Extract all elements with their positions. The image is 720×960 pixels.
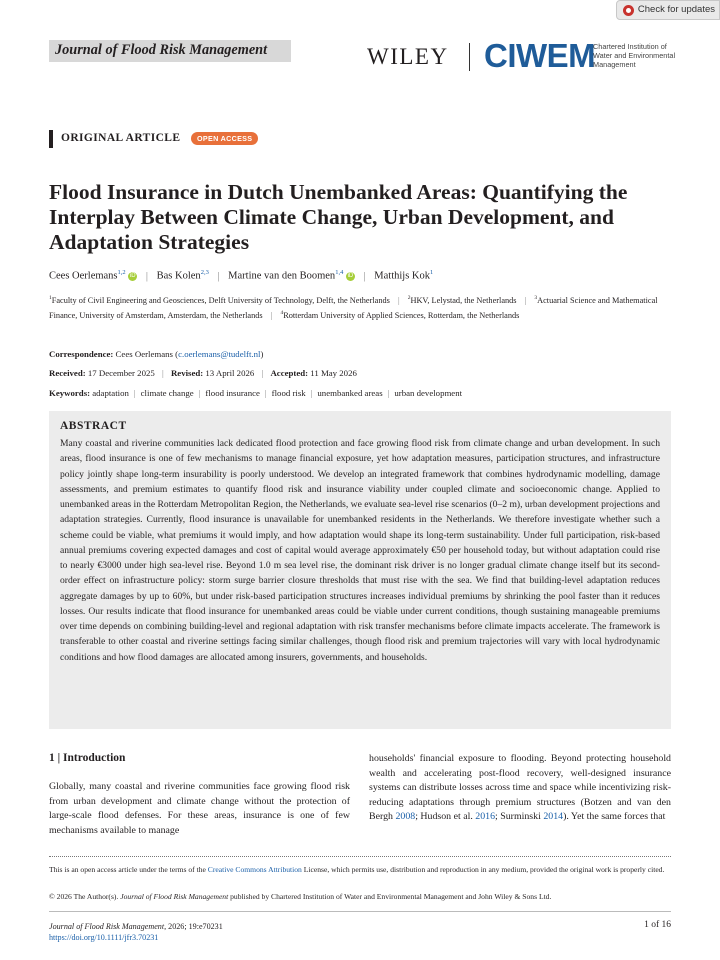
- author-affiliation-ref[interactable]: 1: [430, 269, 434, 276]
- author-name[interactable]: Matthijs Kok: [374, 270, 431, 282]
- license-link[interactable]: Creative Commons Attribution: [207, 865, 302, 874]
- article-type: ORIGINAL ARTICLE: [61, 132, 181, 144]
- correspondence-email-link[interactable]: c.oerlemans@tudelft.nl: [178, 349, 261, 359]
- affiliation: Actuarial Science and Mathematical Finance, University of Amsterdam, Amsterdam, the Netherlands: [49, 295, 658, 321]
- keyword: urban development: [394, 388, 463, 398]
- license-notice: This is an open access article under the terms of the Creative Commons Attribution License, which permits use, distribution and reproduction in any medium, provided the original work is properly cited.: [49, 865, 665, 874]
- check-updates-label: Check for updates: [637, 4, 715, 15]
- keywords: Keywords: adaptation | climate change | flood insurance | flood risk | unembanked areas | urban development: [49, 388, 463, 398]
- author-separator: |: [363, 270, 366, 282]
- correspondence: Correspondence: Cees Oerlemans (c.oerlemans@tudelft.nl): [49, 349, 264, 359]
- affiliation: Faculty of Civil Engineering and Geosciences, Delft University of Technology, Delft, the Netherlands: [51, 295, 390, 305]
- society-logo: CIWEM: [484, 37, 596, 74]
- affiliation: Rotterdam University of Applied Sciences, Rotterdam, the Netherlands: [283, 311, 520, 321]
- abstract-text: Many coastal and riverine communities lack dedicated flood protection and face growing flood risk from climate change and urban development. In such areas, flood insurance is one of few mechanisms to manage financial exposure, yet how adaptation measures, participation structures, and infrastructure policy jointly shape long-term insurability is poorly understood. We develop an integrated framework that combines hydrodynamic modelling, damage assessments, and premium estimates to quantify flood risk and insurance viability under coupled climate and socioeconomic change. Applied to unembanked areas in the Rotterdam Metropolitan Region, the Netherlands, we evaluate sea-level rise scenarios (0–2 m), urban development projections and adaptation strategies. Currently, flood insurance is unavailable for unembanked residents in the Netherlands. We therefore investigate whether such a scheme could be viable, what premiums it would imply, and how adaptation would shape its long-term sustainability. Under full participation, risk-based annual premiums covering expected damages and cost of capital would average approximately €50 per household today, but without adaptation could rise to nearly €3000 under high sea-level rise. Beyond 1.0 m sea level rise, the dominant risk driver is no longer gradual climate change itself but its second-order effect on infrastructure policy: storm surge barrier closure thresholds that must rise with the sea. We find that building-level adaptation reduces aggregate damages by up to 60%, but under risk-based participation structures increases individual premiums by shrinking the pool faster than it reduces losses. Our results indicate that flood insurance for unembanked areas could be viable under current conditions, though sustaining manageable premiums over time depends on combining building-level and regional adaptation with risk transfer mechanisms before climate impacts accelerate. The framework is transferable to other coastal and riverine settings facing similar challenges, though flood risk and premium trajectories will vary with local hydrodynamic conditions and how flood damages are allocated among insurers, governments, and households.: [60, 438, 660, 663]
- author-list: [49, 266, 689, 284]
- check-for-updates-button[interactable]: [616, 0, 720, 20]
- footer-divider: [49, 911, 671, 912]
- doi-link[interactable]: https://doi.org/10.1111/jfr3.70231: [49, 933, 159, 942]
- publisher-logo: WILEY: [367, 44, 449, 69]
- author-name[interactable]: Martine van den Boomen: [228, 270, 336, 282]
- body-text-column-1: Globally, many coastal and riverine communities face growing flood risk from urban development and climate change without the protection of large-scale flood defenses. For these areas, insurance is one of few mechanisms available to manage: [49, 781, 350, 836]
- keyword: flood risk: [271, 388, 306, 398]
- journal-citation: Journal of Flood Risk Management, 2026; 19:e70231: [49, 922, 223, 931]
- footer-divider: [49, 856, 671, 857]
- orcid-icon[interactable]: iD: [129, 272, 136, 279]
- article-dates: Received: 17 December 2025 | Revised: 13 April 2026 | Accepted: 11 May 2026: [49, 368, 357, 378]
- author-name[interactable]: Cees Oerlemans: [49, 270, 118, 282]
- article-type-bar: [49, 130, 53, 148]
- citation-link[interactable]: 2008: [395, 811, 416, 822]
- author-affiliation-ref[interactable]: 1,4: [335, 269, 344, 276]
- citation-link[interactable]: 2014: [543, 811, 564, 822]
- author-name[interactable]: Bas Kolen: [156, 270, 201, 282]
- open-access-badge: OPEN ACCESS: [191, 132, 258, 145]
- author-separator: |: [145, 270, 149, 282]
- author-affiliation-ref[interactable]: 1,2: [117, 269, 126, 276]
- keyword: adaptation: [92, 388, 129, 398]
- keyword: unembanked areas: [317, 388, 383, 398]
- society-name: Chartered Institution of Water and Environmental Management: [593, 42, 676, 69]
- section-heading: 1 | Introduction: [49, 752, 126, 764]
- author-affiliation-ref[interactable]: 2,3: [200, 269, 209, 276]
- logo-divider: [469, 43, 470, 71]
- orcid-icon[interactable]: iD: [347, 272, 354, 279]
- keyword: flood insurance: [205, 388, 260, 398]
- affiliations: $^1$Faculty of Civil Engineering and Geosciences, Delft University of Technology, Delft, the Netherlands | $^2$HKV, Lelystad, the Netherlands | $^3$Actuarial Science and Mathematical Finance, University of Amsterdam, Amsterdam, the Netherlands | $^4$Rotterdam University of Applied Sciences, Rotterdam, the Netherlands: [49, 295, 658, 321]
- check-updates-icon: [623, 5, 634, 16]
- citation-link[interactable]: 2016: [475, 811, 496, 822]
- page-number: 1 of 16: [644, 920, 671, 930]
- article-title: Flood Insurance in Dutch Unembanked Areas: Quantifying the Interplay Between Climate Change, Urban Development, and Adaptation Strategies: [49, 180, 628, 254]
- journal-name: Journal of Flood Risk Management: [55, 42, 268, 58]
- affiliation: HKV, Lelystad, the Netherlands: [410, 295, 517, 305]
- author-separator: |: [217, 270, 220, 282]
- body-text-column-2: households' financial exposure to flooding. Beyond protecting household wealth and accelerating post-flood recovery, well-designed insurance systems can distribute losses across time and space while incentivizing risk-reducing adaptations through premium structures (Botzen and van den Bergh 2008; Hudson et al. 2016; Surminski 2014). Yet the same forces that: [369, 753, 671, 822]
- keyword: climate change: [140, 388, 194, 398]
- copyright-notice: © 2026 The Author(s). Journal of Flood Risk Management published by Chartered Institution of Water and Environmental Management and John Wiley & Sons Ltd.: [49, 892, 552, 901]
- abstract-heading: ABSTRACT: [60, 420, 127, 432]
